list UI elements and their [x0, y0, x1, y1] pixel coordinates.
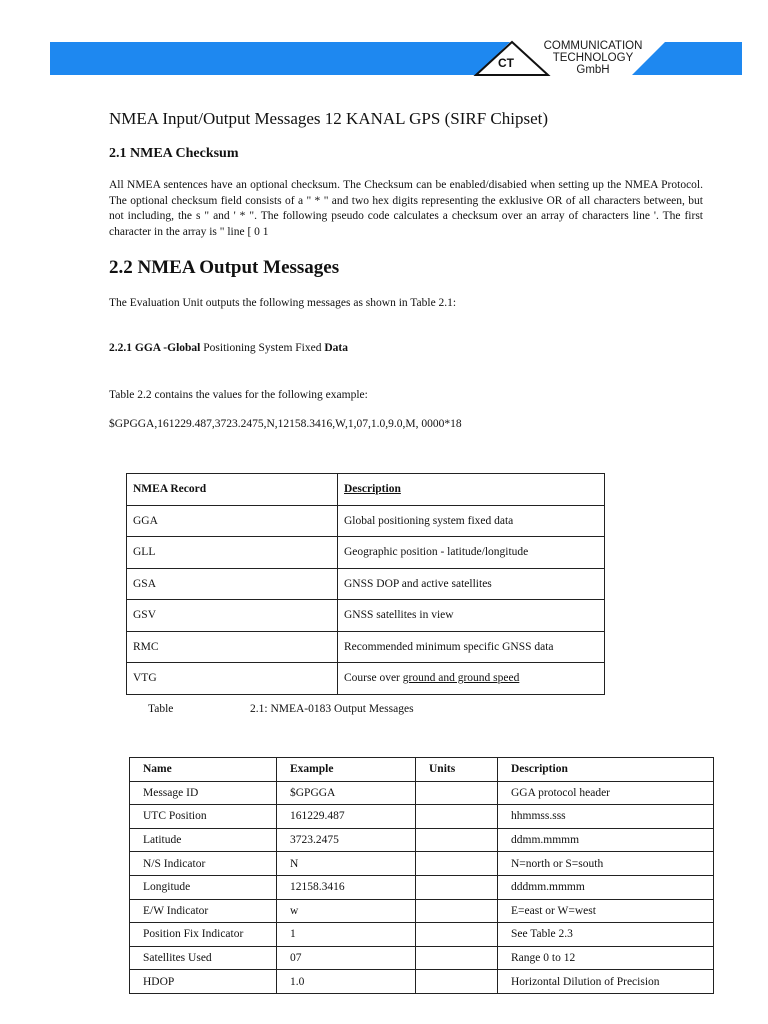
- table-cell: HDOP: [130, 970, 277, 994]
- table-cell: [416, 970, 498, 994]
- table-row: [130, 781, 714, 805]
- gga-fields-table: [129, 757, 714, 994]
- table-cell: GSA: [127, 568, 338, 600]
- intro-paragraph: The Evaluation Unit outputs the following messages as shown in Table 2.1:: [109, 297, 457, 309]
- document-title: NMEA Input/Output Messages 12 KANAL GPS (SIRF Chipset): [109, 109, 549, 128]
- table-row: [127, 537, 605, 569]
- table-cell: 3723.2475: [277, 828, 416, 852]
- section-heading-2-2-1: [109, 342, 348, 354]
- company-line-1: COMMUNICATION: [543, 40, 643, 52]
- table-row: [130, 875, 714, 899]
- table-cell: 07: [277, 946, 416, 970]
- table-cell: RMC: [127, 631, 338, 663]
- table-header-row: [130, 758, 714, 782]
- table-cell: N/S Indicator: [130, 852, 277, 876]
- table-cell: Position Fix Indicator: [130, 923, 277, 947]
- column-header: NMEA Record: [127, 474, 338, 506]
- table-cell: Geographic position - latitude/longitude: [338, 537, 605, 569]
- table-cell: [416, 828, 498, 852]
- heading-plain-part: Positioning System Fixed: [200, 342, 325, 354]
- column-header: Name: [130, 758, 277, 782]
- nmea-output-messages-table: [126, 473, 605, 695]
- table-cell: 161229.487: [277, 805, 416, 829]
- table-row: [127, 568, 605, 600]
- table-cell: See Table 2.3: [498, 923, 714, 947]
- table-cell: $GPGGA: [277, 781, 416, 805]
- example-sentence: $GPGGA,161229.487,3723.2475,N,12158.3416,W,1,07,1.0,9.0,M, 0000*18: [109, 418, 462, 430]
- table-cell: [416, 781, 498, 805]
- table-cell: Satellites Used: [130, 946, 277, 970]
- column-header: Example: [277, 758, 416, 782]
- table-cell: E/W Indicator: [130, 899, 277, 923]
- section-heading-2-2: 2.2 NMEA Output Messages: [109, 257, 340, 278]
- table-cell: ddmm.mmmm: [498, 828, 714, 852]
- table-cell: GGA protocol header: [498, 781, 714, 805]
- table-cell: [416, 852, 498, 876]
- table-cell: hhmmss.sss: [498, 805, 714, 829]
- table-row: [127, 505, 605, 537]
- table-cell: N: [277, 852, 416, 876]
- table-cell: GGA: [127, 505, 338, 537]
- table-header-row: [127, 474, 605, 506]
- table-caption-label: Table: [148, 703, 174, 715]
- desc-plain: Course over: [344, 672, 403, 685]
- table-row: [130, 805, 714, 829]
- table-caption-text: 2.1: NMEA-0183 Output Messages: [250, 703, 414, 715]
- table-row: [130, 970, 714, 994]
- table-cell: 1.0: [277, 970, 416, 994]
- table-row: [130, 923, 714, 947]
- table-row: [130, 828, 714, 852]
- table-cell: [416, 805, 498, 829]
- table-cell: GNSS satellites in view: [338, 600, 605, 632]
- column-header: Description: [498, 758, 714, 782]
- table-cell: [416, 946, 498, 970]
- table-cell: [416, 875, 498, 899]
- table-cell: VTG: [127, 663, 338, 695]
- table-cell: E=east or W=west: [498, 899, 714, 923]
- table-cell: GSV: [127, 600, 338, 632]
- table-cell: [338, 663, 605, 695]
- table-cell: UTC Position: [130, 805, 277, 829]
- checksum-paragraph: All NMEA sentences have an optional checksum. The Checksum can be enabled/disabied when setting up the NMEA Protocol. The optional checksum field consists of a " * " and two hex digits representing the exklusive OR of all characters between, but not including, the s " and ' * ". The following pseudo code calculates a checksum over an array of characters line '. The first character in the array is " line [ 0 1: [109, 179, 703, 238]
- table-cell: 12158.3416: [277, 875, 416, 899]
- banner-bar-left: [50, 42, 510, 75]
- table-row: [130, 899, 714, 923]
- table-cell: GLL: [127, 537, 338, 569]
- table-cell: 1: [277, 923, 416, 947]
- table-cell: [416, 899, 498, 923]
- table-cell: Recommended minimum specific GNSS data: [338, 631, 605, 663]
- table-cell: GNSS DOP and active satellites: [338, 568, 605, 600]
- table-cell: [416, 923, 498, 947]
- table-row: [127, 663, 605, 695]
- desc-underlined: ground and ground speed: [402, 672, 520, 685]
- table-cell: Latitude: [130, 828, 277, 852]
- table-cell: N=north or S=south: [498, 852, 714, 876]
- table-cell: Global positioning system fixed data: [338, 505, 605, 537]
- table-cell: Message ID: [130, 781, 277, 805]
- table-cell: Longitude: [130, 875, 277, 899]
- ct-logo-mark: CT: [498, 56, 514, 70]
- heading-bold-part-2: Data: [324, 342, 348, 354]
- column-header: Units: [416, 758, 498, 782]
- table-row: [127, 631, 605, 663]
- table-row: [127, 600, 605, 632]
- table-cell: w: [277, 899, 416, 923]
- company-line-2: TECHNOLOGY: [552, 52, 634, 64]
- section-heading-2-1: 2.1 NMEA Checksum: [109, 146, 239, 161]
- table-row: [130, 946, 714, 970]
- table-cell: Range 0 to 12: [498, 946, 714, 970]
- heading-bold-part: 2.2.1 GGA -Global: [109, 342, 201, 354]
- table-note: Table 2.2 contains the values for the following example:: [109, 389, 368, 401]
- table-body: [130, 781, 714, 993]
- table-cell: dddmm.mmmm: [498, 875, 714, 899]
- table-cell: Horizontal Dilution of Precision: [498, 970, 714, 994]
- column-header: Description: [338, 474, 605, 506]
- company-line-3: GmbH: [576, 64, 610, 76]
- table-row: [130, 852, 714, 876]
- company-name: [528, 40, 658, 76]
